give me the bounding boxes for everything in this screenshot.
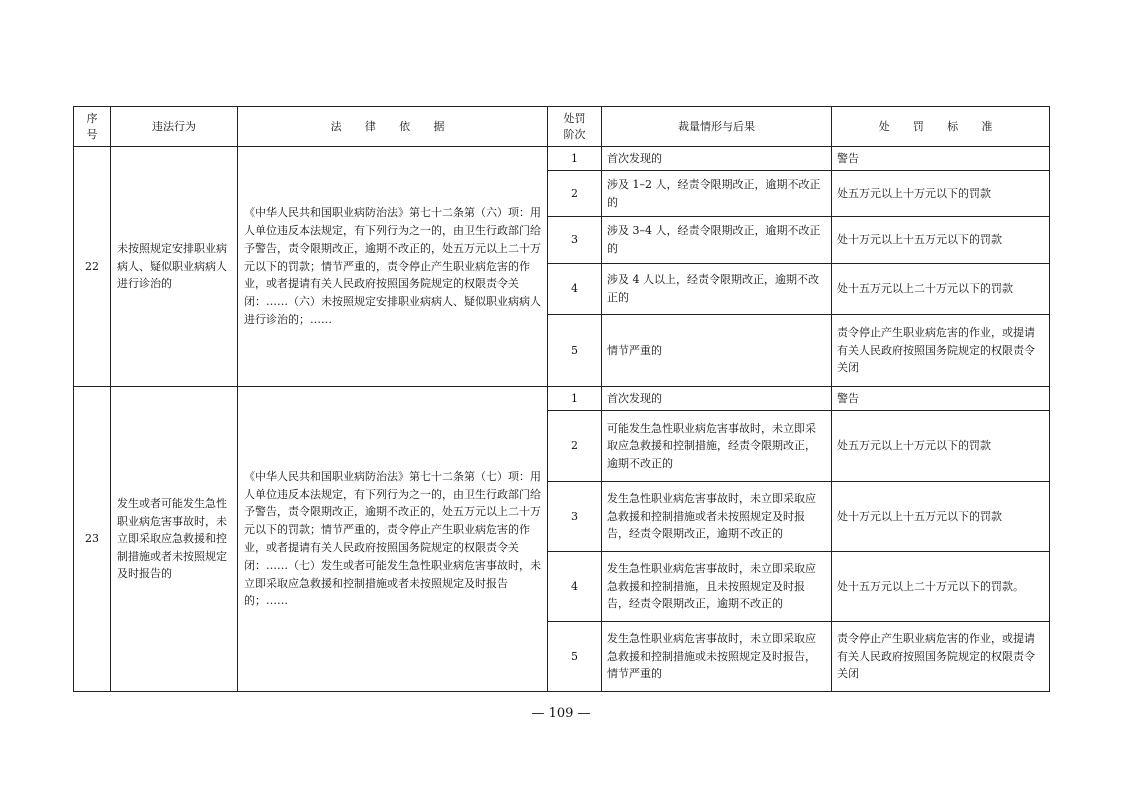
circumstance-text: 发生急性职业病危害事故时，未立即采取应急救援和控制措施或者未按照规定及时报告，经责令限期改正，逾期不改正的 <box>602 482 832 552</box>
entry-seq: 23 <box>74 387 111 692</box>
header-basis: 法 律 依 据 <box>238 107 548 147</box>
violation-text: 未按照规定安排职业病病人、疑似职业病病人进行诊治的 <box>111 147 238 387</box>
table-row <box>74 147 1050 171</box>
tier-number: 5 <box>548 622 602 692</box>
penalty-standard-text: 警告 <box>832 147 1050 171</box>
tier-number: 5 <box>548 315 602 387</box>
legal-basis-text: 《中华人民共和国职业病防治法》第七十二条第（七）项：用人单位违反本法规定，有下列行为之一的，由卫生行政部门给予警告，责令限期改正，逾期不改正的，处五万元以上二十万元以下的罚款；情节严重的，责令停止产生职业病危害的作业，或者提请有关人民政府按照国务院规定的权限责令关闭：……（七）发生或者可能发生急性职业病危害事故时，未立即采取应急救援和控制措施或者未按照规定及时报告的；…… <box>238 387 548 692</box>
penalty-standard-text: 处五万元以上十万元以下的罚款 <box>832 171 1050 217</box>
page-number: — 109 — <box>531 706 591 721</box>
penalty-standard-text: 处十五万元以上二十万元以下的罚款 <box>832 264 1050 315</box>
legal-basis-text: 《中华人民共和国职业病防治法》第七十二条第（六）项：用人单位违反本法规定，有下列行为之一的，由卫生行政部门给予警告，责令限期改正，逾期不改正的，处五万元以上二十万元以下的罚款；情节严重的，责令停止产生职业病危害的作业，或者提请有关人民政府按照国务院规定的权限责令关闭：……（六）未按照规定安排职业病病人、疑似职业病病人进行诊治的；…… <box>238 147 548 387</box>
circumstance-text: 发生急性职业病危害事故时，未立即采取应急救援和控制措施或未按照规定及时报告，情节严重的 <box>602 622 832 692</box>
tier-number: 3 <box>548 482 602 552</box>
header-circumstance: 裁量情形与后果 <box>602 107 832 147</box>
tier-number: 2 <box>548 411 602 482</box>
circumstance-text: 涉及 3–4 人，经责令限期改正，逾期不改正的 <box>602 217 832 264</box>
penalty-standard-text: 处五万元以上十万元以下的罚款 <box>832 411 1050 482</box>
header-seq: 序 号 <box>74 107 111 147</box>
violation-text: 发生或者可能发生急性职业病危害事故时，未立即采取应急救援和控制措施或者未按照规定及时报告的 <box>111 387 238 692</box>
tier-number: 4 <box>548 264 602 315</box>
circumstance-text: 涉及 4 人以上，经责令限期改正，逾期不改正的 <box>602 264 832 315</box>
tier-number: 1 <box>548 387 602 411</box>
tier-number: 1 <box>548 147 602 171</box>
circumstance-text: 发生急性职业病危害事故时，未立即采取应急救援和控制措施，且未按照规定及时报告，经责令限期改正，逾期不改正的 <box>602 552 832 622</box>
circumstance-text: 涉及 1–2 人，经责令限期改正，逾期不改正的 <box>602 171 832 217</box>
circumstance-text: 情节严重的 <box>602 315 832 387</box>
table-row <box>74 387 1050 411</box>
header-row <box>74 107 1050 147</box>
entry-seq: 22 <box>74 147 111 387</box>
penalty-standard-text: 处十万元以上十五万元以下的罚款 <box>832 217 1050 264</box>
penalty-standard-text: 责令停止产生职业病危害的作业，或提请有关人民政府按照国务院规定的权限责令关闭 <box>832 315 1050 387</box>
header-tier: 处罚 阶次 <box>548 107 602 147</box>
penalty-standard-text: 警告 <box>832 387 1050 411</box>
tier-number: 2 <box>548 171 602 217</box>
tier-number: 4 <box>548 552 602 622</box>
tier-number: 3 <box>548 217 602 264</box>
header-violation: 违法行为 <box>111 107 238 147</box>
penalty-standard-text: 责令停止产生职业病危害的作业，或提请有关人民政府按照国务院规定的权限责令关闭 <box>832 622 1050 692</box>
circumstance-text: 首次发现的 <box>602 387 832 411</box>
header-standard: 处 罚 标 准 <box>832 107 1050 147</box>
penalty-discretion-table <box>73 106 1050 692</box>
circumstance-text: 首次发现的 <box>602 147 832 171</box>
penalty-standard-text: 处十五万元以上二十万元以下的罚款。 <box>832 552 1050 622</box>
penalty-standard-text: 处十万元以上十五万元以下的罚款 <box>832 482 1050 552</box>
circumstance-text: 可能发生急性职业病危害事故时，未立即采取应急救援和控制措施，经责令限期改正，逾期不改正的 <box>602 411 832 482</box>
